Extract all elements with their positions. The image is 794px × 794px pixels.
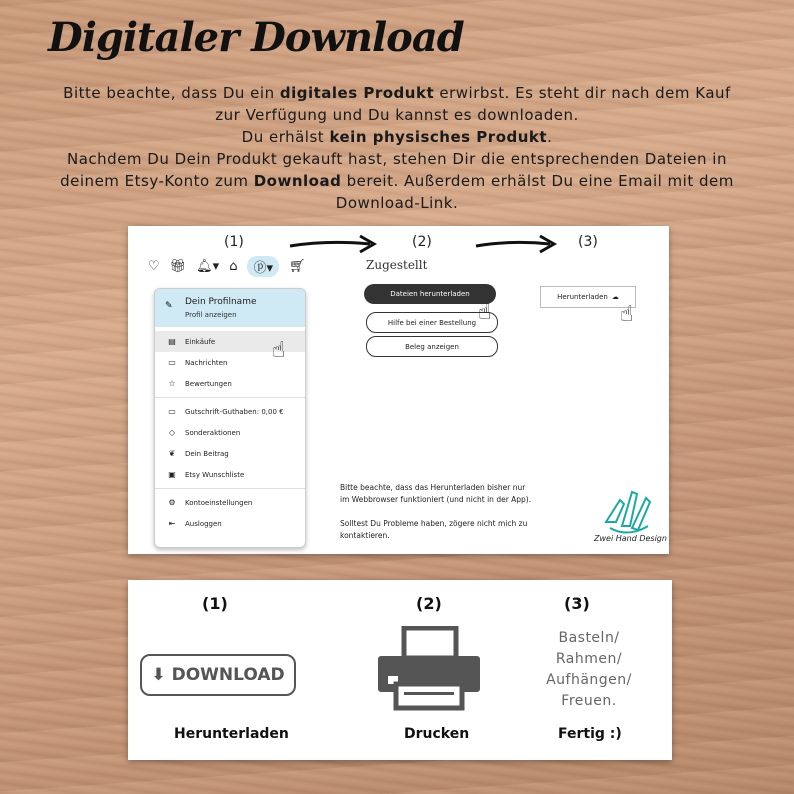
cart-icon[interactable]: 🛒︎	[289, 259, 306, 274]
divider	[155, 397, 305, 398]
summary-step-3: (3)	[564, 594, 590, 613]
page-title: Digitaler Download	[48, 14, 464, 61]
account-menu-button[interactable]: ⓟ▾	[247, 256, 279, 277]
label-fertig: Fertig :)	[558, 726, 622, 742]
menu-item-sonderaktionen[interactable]: ◇ Sonderaktionen	[168, 428, 241, 437]
gift-icon[interactable]: 🎁︎	[169, 259, 187, 274]
message-icon: ▭	[168, 358, 176, 367]
pointer-hand-icon: ☝	[620, 302, 634, 327]
printer-icon	[374, 626, 484, 712]
star-icon: ☆	[168, 379, 176, 388]
contact-note: Solltest Du Probleme haben, zögere nicht mich zu kontaktieren.	[340, 519, 528, 540]
clipboard-icon: ▤	[168, 337, 176, 346]
step-label-3: (3)	[578, 234, 598, 250]
menu-item-bewertungen[interactable]: ☆ Bewertungen	[168, 379, 232, 388]
menu-item-guthaben[interactable]: ▭ Gutschrift-Guthaben: 0,00 €	[168, 407, 284, 416]
intro-text: Bitte beachte, dass Du ein digitales Produkt erwirbst. Es steht dir nach dem Kauf zur Verfügung und Du kannst es downloaden. Du erhälst kein physisches Produkt. Nachdem Du Dein Produkt gekauft hast, stehen Dir die entsprechenden Dateien in deinem Etsy-Konto zum Download bereit. Außerdem erhälst Du eine Email mit dem Download-Link.	[60, 84, 734, 212]
bell-icon[interactable]: 🔔︎▾	[196, 259, 220, 274]
craft-instructions: Basteln/ Rahmen/ Aufhängen/ Freuen.	[546, 630, 632, 709]
download-button-graphic: ⬇ DOWNLOAD	[140, 654, 296, 696]
pointer-hand-icon: ☝	[272, 338, 286, 363]
arrow-right-icon	[288, 232, 378, 254]
summary-step-2: (2)	[416, 594, 442, 613]
menu-item-ausloggen[interactable]: ⇤ Ausloggen	[168, 519, 222, 528]
logout-icon: ⇤	[168, 519, 176, 528]
heart-icon[interactable]: ♡	[148, 259, 160, 274]
herunterladen-button[interactable]: Herunterladen ☁	[540, 286, 636, 308]
menu-item-wunschliste[interactable]: ▣ Etsy Wunschliste	[168, 470, 245, 479]
menu-item-kontoeinstellungen[interactable]: ⚙ Kontoeinstellungen	[168, 498, 253, 507]
etsy-top-nav	[148, 256, 306, 277]
menu-item-einkaeufe[interactable]: ▤ Einkäufe	[155, 331, 305, 352]
logo-text: Zwei Hand Design	[594, 534, 667, 543]
arrow-right-icon	[474, 232, 558, 254]
leaf-icon: ❦	[168, 449, 176, 458]
label-herunterladen: Herunterladen	[174, 726, 289, 742]
order-help-button[interactable]: Hilfe bei einer Bestellung	[366, 312, 498, 333]
pointer-hand-icon: ☝	[478, 300, 492, 325]
etsy-instructions-panel	[128, 226, 669, 554]
steps-summary-panel	[128, 580, 672, 760]
tag-icon: ◇	[168, 428, 176, 437]
gift-list-icon: ▣	[168, 470, 176, 479]
account-dropdown	[154, 288, 306, 548]
avatar: ✎	[165, 301, 173, 311]
step-label-1: (1)	[224, 234, 244, 250]
divider	[155, 488, 305, 489]
menu-item-beitrag[interactable]: ❦ Dein Beitrag	[168, 449, 229, 458]
label-drucken: Drucken	[404, 726, 470, 742]
step-label-2: (2)	[412, 234, 432, 250]
download-arrow-icon: ⬇	[151, 665, 166, 685]
profile-link: Profil anzeigen	[185, 311, 237, 319]
view-receipt-button[interactable]: Beleg anzeigen	[366, 336, 498, 357]
profile-name: Dein Profilname	[185, 297, 257, 307]
cloud-download-icon: ☁	[611, 293, 619, 301]
menu-item-nachrichten[interactable]: ▭ Nachrichten	[168, 358, 228, 367]
summary-step-1: (1)	[202, 594, 228, 613]
download-files-button[interactable]: Dateien herunterladen	[364, 284, 496, 304]
order-status: Zugestellt	[366, 258, 428, 272]
shop-icon[interactable]: ⌂	[229, 259, 238, 274]
credit-card-icon: ▭	[168, 407, 176, 416]
profile-item[interactable]	[155, 289, 305, 327]
browser-note: Bitte beachte, dass das Herunterladen bisher nur im Webbrowser funktioniert (und nicht in der App).	[340, 483, 532, 504]
gear-icon: ⚙	[168, 498, 176, 507]
